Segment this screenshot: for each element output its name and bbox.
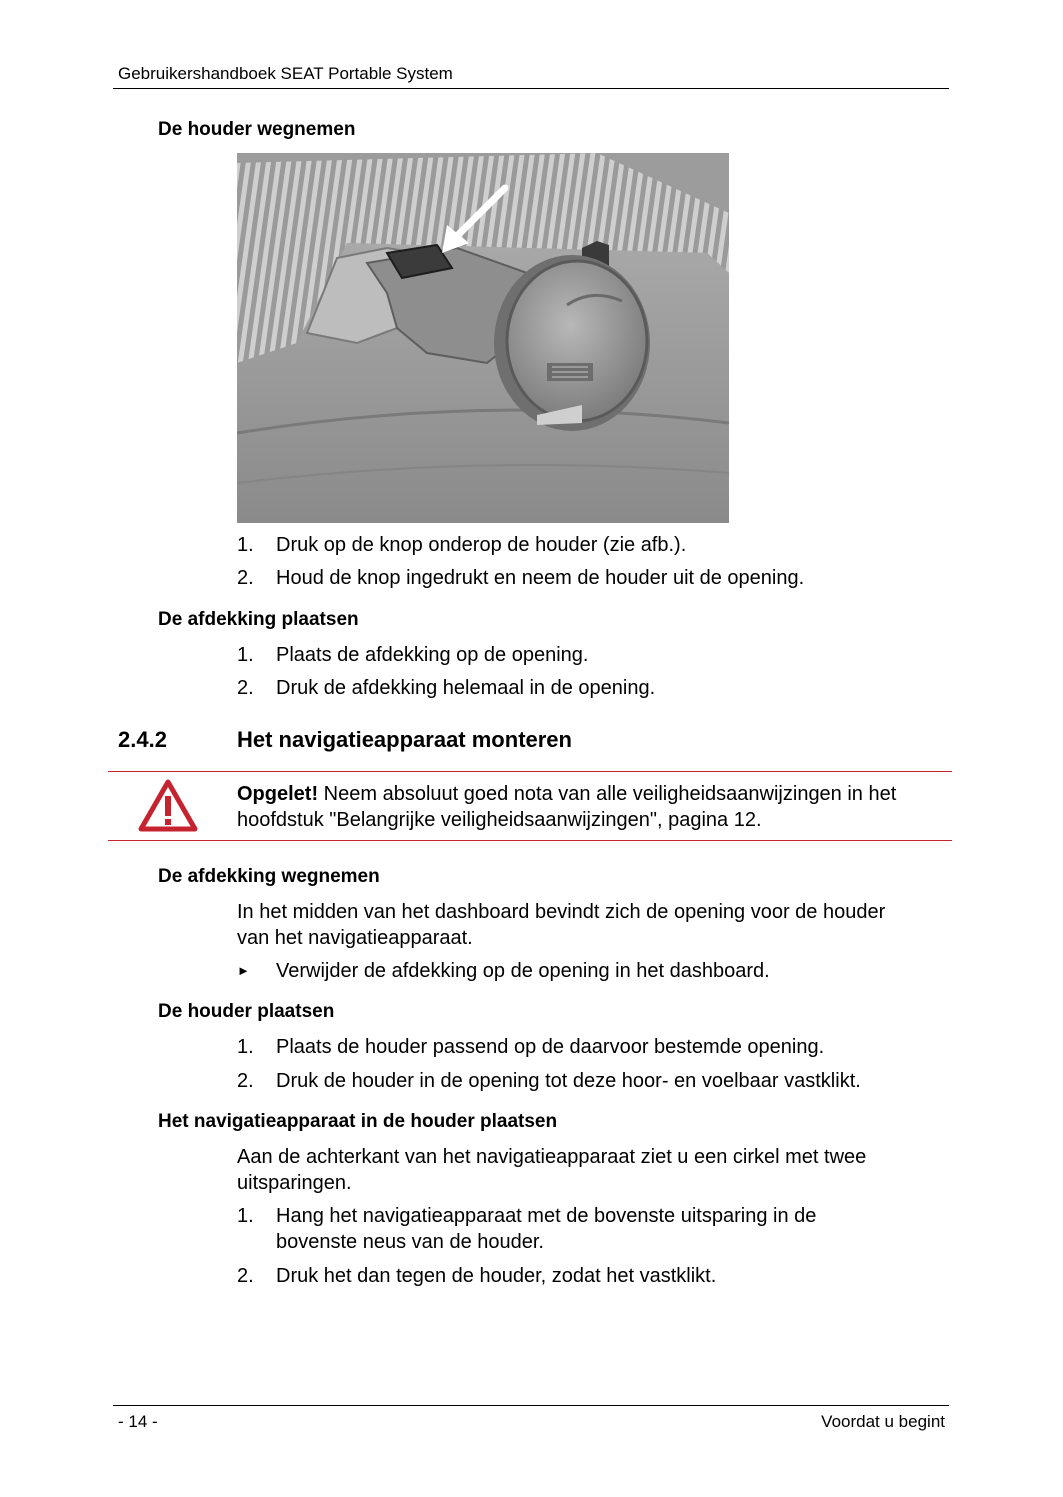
step-text: Druk het dan tegen de houder, zodat het vastklikt. <box>276 1265 717 1287</box>
list-item <box>237 642 957 668</box>
step-text: Druk op de knop onderop de houder (zie afb.). <box>276 534 687 556</box>
heading-remove-holder: De houder wegnemen <box>158 119 356 140</box>
warning-label: Opgelet! <box>237 783 319 805</box>
header-rule <box>113 88 949 89</box>
step-text: Houd de knop ingedrukt en neem de houder uit de opening. <box>276 567 805 589</box>
dashboard-holder-illustration <box>237 153 729 523</box>
step-number: 2. <box>237 567 254 589</box>
step-text: Druk de afdekking helemaal in de opening. <box>276 677 656 699</box>
list-item <box>237 958 957 984</box>
list-item <box>237 532 957 558</box>
heading-remove-cover: De afdekking wegnemen <box>158 866 380 887</box>
step-text: Plaats de afdekking op de opening. <box>276 644 589 666</box>
step-number: 1. <box>237 1205 254 1227</box>
footer-rule <box>113 1405 949 1406</box>
paragraph-place-device: Aan de achterkant van het navigatieapparaat ziet u een cirkel met twee uitsparingen. <box>237 1146 867 1194</box>
warning-text <box>237 781 947 833</box>
warning-bottom-rule <box>108 840 952 841</box>
running-header: Gebruikershandboek SEAT Portable System <box>118 64 453 83</box>
heading-place-cover: De afdekking plaatsen <box>158 609 359 630</box>
step-number: 1. <box>237 1036 254 1058</box>
step-number: 2. <box>237 1265 254 1287</box>
step-text: Druk de houder in de opening tot deze hoor- en voelbaar vastklikt. <box>276 1070 861 1092</box>
step-number: 2. <box>237 1070 254 1092</box>
list-item <box>237 1068 957 1094</box>
step-text: Plaats de houder passend op de daarvoor bestemde opening. <box>276 1036 825 1058</box>
step-number: 1. <box>237 534 254 556</box>
step-number: 1. <box>237 644 254 666</box>
step-number: 2. <box>237 677 254 699</box>
list-item <box>237 675 957 701</box>
heading-place-holder: De houder plaatsen <box>158 1001 335 1022</box>
bullet-arrow-icon: ► <box>237 963 250 978</box>
list-item <box>237 1203 957 1255</box>
warning-top-rule <box>108 771 952 772</box>
section-title: Het navigatieapparaat monteren <box>237 727 572 752</box>
holder-figure <box>237 153 729 523</box>
paragraph-remove-cover: In het midden van het dashboard bevindt zich de opening voor de houder van het navigatieapparaat. <box>237 901 886 949</box>
list-item <box>237 1263 957 1289</box>
section-number: 2.4.2 <box>118 727 167 752</box>
list-item <box>237 1034 957 1060</box>
list-item <box>237 565 957 591</box>
bullet-text: Verwijder de afdekking op de opening in het dashboard. <box>276 960 770 982</box>
warning-message: Neem absoluut goed nota van alle veiligheidsaanwijzingen in het hoofdstuk "Belangrijke veiligheidsaanwijzingen", pagina 12. <box>237 783 897 831</box>
footer-chapter: Voordat u begint <box>821 1412 945 1431</box>
step-text: Hang het navigatieapparaat met de bovenste uitsparing in de bovenste neus van de houder. <box>276 1205 817 1253</box>
warning-triangle-icon <box>138 779 198 833</box>
heading-place-device: Het navigatieapparaat in de houder plaatsen <box>158 1111 558 1132</box>
page-number: - 14 - <box>118 1412 158 1431</box>
